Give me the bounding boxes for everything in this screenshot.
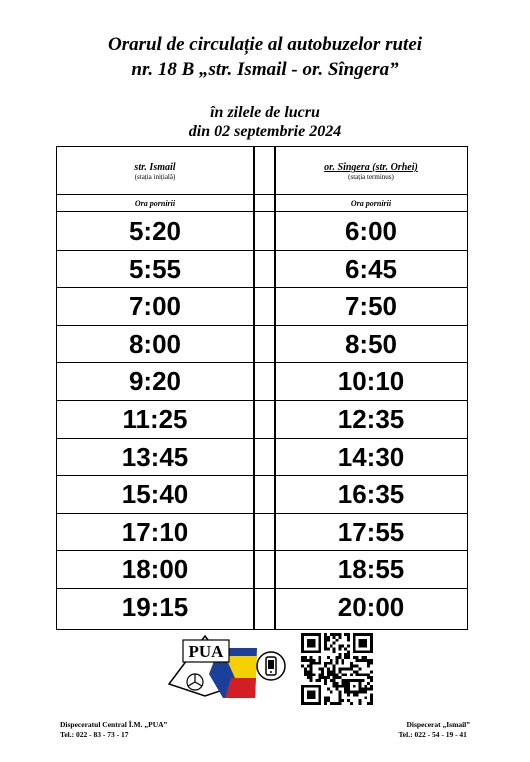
right-stop-note: (stația terminus) <box>348 173 394 181</box>
left-stop-note: (stația inițială) <box>134 173 176 181</box>
row-divider <box>57 475 467 476</box>
footer-central-dispatch <box>60 720 167 740</box>
right-departure-time: 6:00 <box>344 216 398 246</box>
left-departure-time: 17:10 <box>121 516 189 547</box>
left-departure-time: 18:00 <box>121 554 189 585</box>
pua-logo-text: PUA <box>188 642 224 661</box>
left-departure-time: 5:55 <box>128 253 182 284</box>
qr-code <box>301 633 373 705</box>
right-departure-time: 10:10 <box>337 366 405 397</box>
left-departure-time: 15:40 <box>121 479 189 510</box>
ora-row-divider <box>57 211 467 212</box>
left-departure-time: 19:15 <box>121 592 189 622</box>
right-departure-time: 20:00 <box>337 592 405 622</box>
title-line-2: nr. 18 B „str. Ismail - or. Sîngera” <box>131 59 399 80</box>
row-divider <box>57 250 467 251</box>
left-departure-time: 13:45 <box>121 441 189 472</box>
schedule-table <box>56 146 468 630</box>
left-departure-time: 7:00 <box>128 291 182 322</box>
row-divider <box>57 400 467 401</box>
left-ora-label: Ora pornirii <box>134 199 176 208</box>
right-departure-time: 18:55 <box>337 554 405 585</box>
left-departure-time: 9:20 <box>128 366 182 397</box>
row-divider <box>57 325 467 326</box>
subtitle-line-2: din 02 septembrie 2024 <box>188 123 342 140</box>
right-ora-label: Ora pornirii <box>350 199 392 208</box>
right-column-header <box>275 162 467 181</box>
header-divider <box>57 194 467 195</box>
pua-logo <box>165 634 257 698</box>
column-divider-left <box>253 147 255 629</box>
row-divider <box>57 588 467 589</box>
right-departure-time: 16:35 <box>337 479 405 510</box>
left-column-header <box>57 162 253 181</box>
ismail-dispatch-name: Dispecerat „Ismail” <box>406 720 470 729</box>
ismail-dispatch-phone: Tel.: 022 - 54 - 19 - 41 <box>398 730 467 739</box>
left-departure-time: 8:00 <box>128 328 182 359</box>
right-departure-time: 7:50 <box>344 291 398 322</box>
left-departure-time: 11:25 <box>122 404 188 434</box>
central-dispatch-phone: Tel.: 022 - 83 - 73 - 17 <box>60 730 129 739</box>
row-divider <box>57 362 467 363</box>
row-divider <box>57 550 467 551</box>
row-divider <box>57 513 467 514</box>
left-stop-name: str. Ismail <box>134 162 176 173</box>
right-departure-time: 12:35 <box>337 404 405 434</box>
subtitle-line-1: în zilele de lucru <box>210 104 320 121</box>
title-line-1: Orarul de circulație al autobuzelor rutei <box>107 34 423 55</box>
left-departure-time: 5:20 <box>128 216 182 246</box>
central-dispatch-name: Dispeceratul Central Î.M. „PUA” <box>60 720 168 729</box>
row-divider <box>57 287 467 288</box>
right-departure-time: 6:45 <box>344 253 398 284</box>
right-departure-time: 17:55 <box>337 516 405 547</box>
footer-ismail-dispatch <box>398 720 470 740</box>
mobile-app-icon <box>256 651 286 681</box>
right-stop-name: or. Sîngera (str. Orhei) <box>324 162 418 173</box>
right-departure-time: 14:30 <box>337 441 405 472</box>
row-divider <box>57 438 467 439</box>
right-departure-time: 8:50 <box>344 328 398 359</box>
